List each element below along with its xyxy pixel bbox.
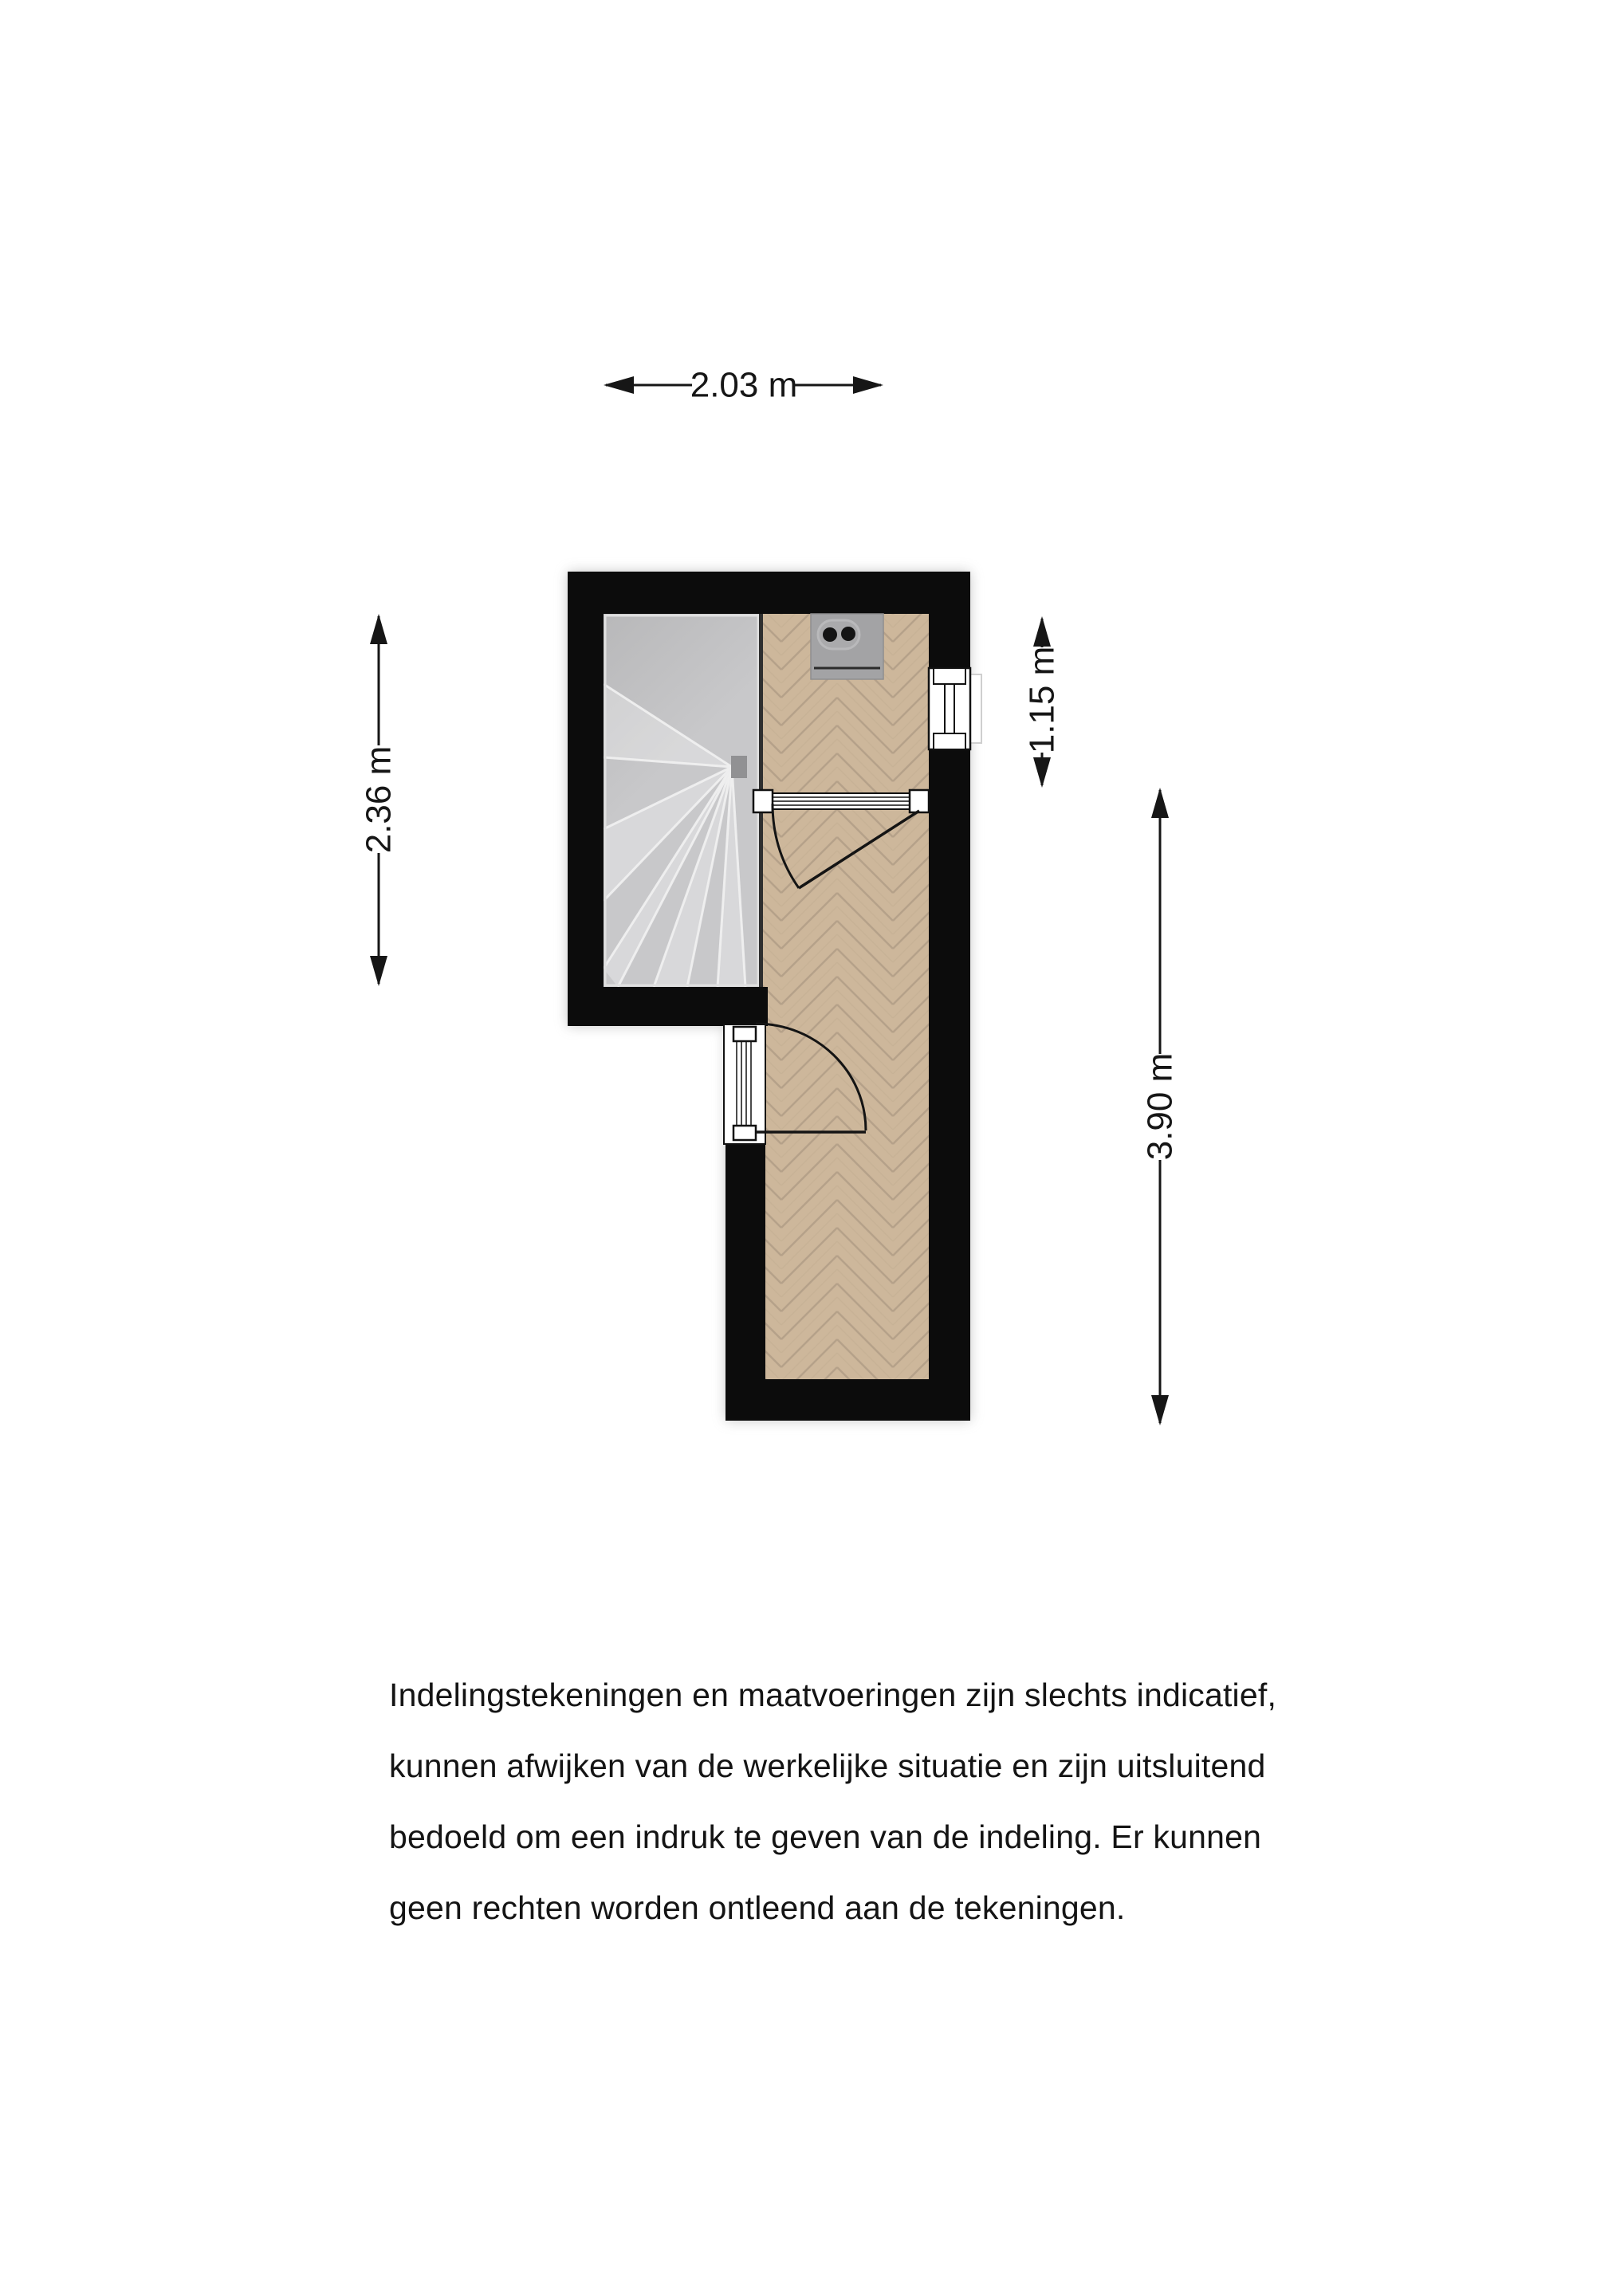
dimension-lower-hall-label: 3.90 m	[1140, 1052, 1180, 1161]
boiler-unit	[811, 614, 883, 679]
dimension-upper-hall-label: 1.15 m	[1022, 646, 1062, 754]
wall-bottom	[725, 1379, 970, 1421]
dimension-top-width	[604, 366, 883, 405]
dimension-lower-hall	[1141, 788, 1180, 1425]
wall-left	[568, 614, 604, 1026]
dimension-stair-depth	[360, 614, 399, 986]
disclaimer-line-3: bedoeld om een indruk te geven van de indeling. Er kunnen	[389, 1818, 1262, 1855]
dimension-upper-hall	[1023, 616, 1062, 788]
wall-lower-left	[725, 1144, 765, 1421]
stair-newel	[731, 756, 747, 778]
wall-top	[568, 572, 970, 614]
boiler-knob-right	[841, 627, 855, 641]
wall-stair-bottom	[568, 987, 768, 1026]
wall-right-main	[929, 749, 970, 1421]
window	[929, 668, 981, 749]
staircase-room	[604, 614, 760, 987]
disclaimer-line-4: geen rechten worden ontleend aan de tekeningen.	[389, 1889, 1126, 1926]
dimension-top-width-label: 2.03 m	[690, 365, 798, 405]
disclaimer-line-1: Indelingstekeningen en maatvoeringen zijn slechts indicatief,	[389, 1677, 1277, 1713]
boiler-knob-left	[823, 627, 837, 642]
hallway-floor	[763, 614, 929, 1379]
window-sill	[970, 674, 981, 743]
wall-right-upper	[929, 614, 970, 668]
disclaimer-line-2: kunnen afwijken van de werkelijke situatie en zijn uitsluitend	[389, 1748, 1266, 1784]
disclaimer	[389, 1660, 1394, 1944]
dimension-stair-depth-label: 2.36 m	[359, 745, 399, 854]
